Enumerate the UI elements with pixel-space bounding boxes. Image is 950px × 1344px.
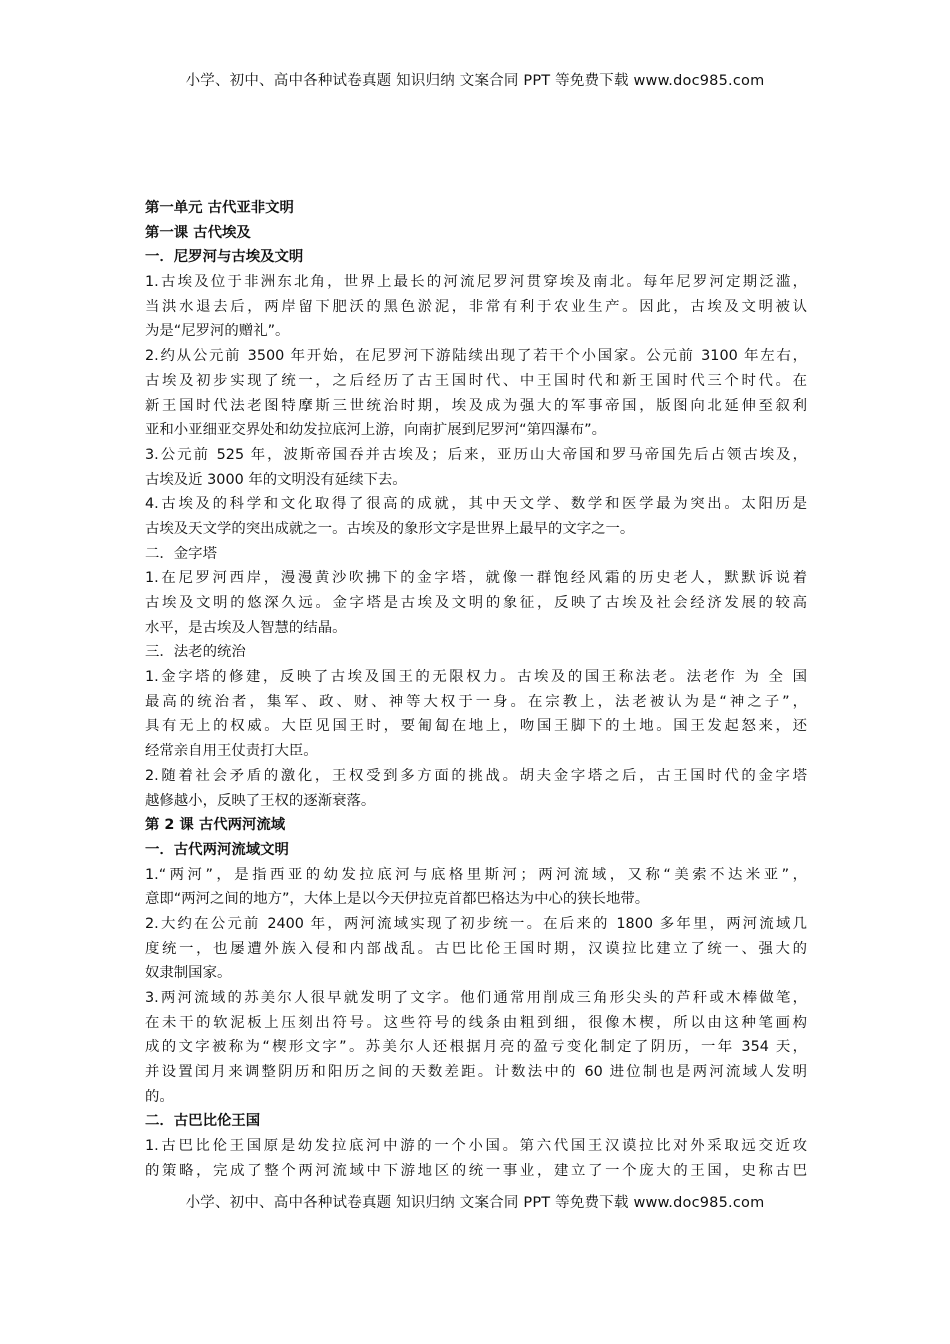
lesson-title: 第 2 课 古代两河流域 [145, 817, 286, 834]
paragraph-line: 奴隶制国家。 [145, 965, 232, 982]
paragraph-line: 并设置闰月来调整阴历和阳历之间的天数差距。计数法中的 60 进位制也是两河流域人发明 [145, 1064, 807, 1081]
paragraph-line: 2.随着社会矛盾的激化，王权受到多方面的挑战。胡夫金字塔之后，古王国时代的金字塔 [145, 767, 807, 784]
paragraph-line: 越修越小，反映了王权的逐渐衰落。 [145, 792, 376, 809]
paragraph-line: 2.大约在公元前 2400 年，两河流域实现了初步统一。在后来的 1800 多年里，两河流域几 [145, 915, 807, 932]
unit-title: 第一单元 古代亚非文明 [145, 200, 294, 216]
paragraph-line: 古埃及文明的悠深久远。金字塔是古埃及文明的象征，反映了古埃及社会经济发展的较高 [145, 595, 807, 611]
paragraph-line: 成的文字被称为“楔形文字”。苏美尔人还根据月亮的盈亏变化制定了阴历，一年 354 天， [145, 1039, 807, 1056]
paragraph-line: 1.“两河”，是指西亚的幼发拉底河与底格里斯河；两河流域，又称“美索不达米亚”， [145, 866, 807, 883]
paragraph-line: 亚和小亚细亚交界处和幼发拉底河上游，向南扩展到尼罗河“第四瀑布”。 [145, 422, 607, 439]
lesson-title: 第一课 古代埃及 [145, 224, 251, 241]
section-heading: 一．尼罗河与古埃及文明 [145, 249, 304, 266]
document-body [145, 196, 807, 1184]
paragraph-line: 在未干的软泥板上压刻出符号。这些符号的线条由粗到细，很像木楔，所以由这种笔画构 [145, 1014, 807, 1031]
paragraph-line: 新王国时代法老图特摩斯三世统治时期，埃及成为强大的军事帝国，版图向北延伸至叙利 [145, 397, 807, 414]
paragraph-line: 经常亲自用王仗责打大臣。 [145, 743, 318, 760]
paragraph-line: 1.在尼罗河西岸，漫漫黄沙吹拂下的金字塔，就像一群饱经风霜的历史老人，默默诉说着 [145, 570, 807, 587]
section-heading: 二．古巴比伦王国 [145, 1113, 261, 1130]
paragraph-line: 古埃及初步实现了统一，之后经历了古王国时代、中王国时代和新王国时代三个时代。在 [145, 372, 807, 389]
paragraph-line: 度统一，也屡遭外族入侵和内部战乱。古巴比伦王国时期，汉谟拉比建立了统一、强大的 [145, 940, 807, 957]
paragraph-line: 2.约从公元前 3500 年开始，在尼罗河下游陆续出现了若干个小国家。公元前 3100 年左右， [145, 348, 807, 365]
paragraph-line: 具有无上的权威。大臣见国王时，要匍匐在地上，吻国王脚下的土地。国王发起怒来，还 [145, 718, 807, 735]
section-heading: 一．古代两河流域文明 [145, 841, 289, 858]
page-header: 小学、初中、高中各种试卷真题 知识归纳 文案合同 PPT 等免费下载 www.doc985.com [185, 73, 765, 89]
paragraph-line: 当洪水退去后，两岸留下肥沃的黑色淤泥，非常有利于农业生产。因此，古埃及文明被认 [145, 298, 807, 315]
paragraph-line: 水平，是古埃及人智慧的结晶。 [145, 619, 347, 636]
paragraph-line: 1.古埃及位于非洲东北角，世界上最长的河流尼罗河贯穿埃及南北。每年尼罗河定期泛滥， [145, 274, 807, 291]
paragraph-line: 1.金字塔的修建，反映了古埃及国王的无限权力。古埃及的国王称法老。法老作 为 全 国 [145, 669, 807, 686]
paragraph-line: 3.公元前 525 年，波斯帝国吞并古埃及；后来，亚历山大帝国和罗马帝国先后占领古埃及， [145, 446, 807, 463]
paragraph-line: 为是“尼罗河的赠礼”。 [145, 323, 290, 340]
paragraph-line: 3.两河流域的苏美尔人很早就发明了文字。他们通常用削成三角形尖头的芦秆或木棒做笔， [145, 990, 807, 1006]
paragraph-line: 古埃及近 3000 年的文明没有延续下去。 [145, 471, 407, 488]
page-footer: 小学、初中、高中各种试卷真题 知识归纳 文案合同 PPT 等免费下载 www.doc985.com [185, 1195, 765, 1211]
paragraph-line: 的策略，完成了整个两河流域中下游地区的统一事业，建立了一个庞大的王国，史称古巴 [145, 1162, 807, 1179]
section-heading: 三．法老的统治 [145, 644, 246, 661]
paragraph-line: 最高的统治者，集军、政、财、神等大权于一身。在宗教上，法老被认为是“神之子”， [145, 693, 807, 710]
paragraph-line: 4.古埃及的科学和文化取得了很高的成就，其中天文学、数学和医学最为突出。太阳历是 [145, 496, 807, 513]
paragraph-line: 的。 [145, 1088, 174, 1105]
paragraph-line: 意即“两河之间的地方”，大体上是以今天伊拉克首都巴格达为中心的狭长地带。 [145, 891, 650, 908]
section-heading: 二．金字塔 [145, 545, 217, 562]
paragraph-line: 古埃及天文学的突出成就之一。古埃及的象形文字是世界上最早的文字之一。 [145, 520, 635, 537]
paragraph-line: 1.古巴比伦王国原是幼发拉底河中游的一个小国。第六代国王汉谟拉比对外采取远交近攻 [145, 1138, 807, 1155]
